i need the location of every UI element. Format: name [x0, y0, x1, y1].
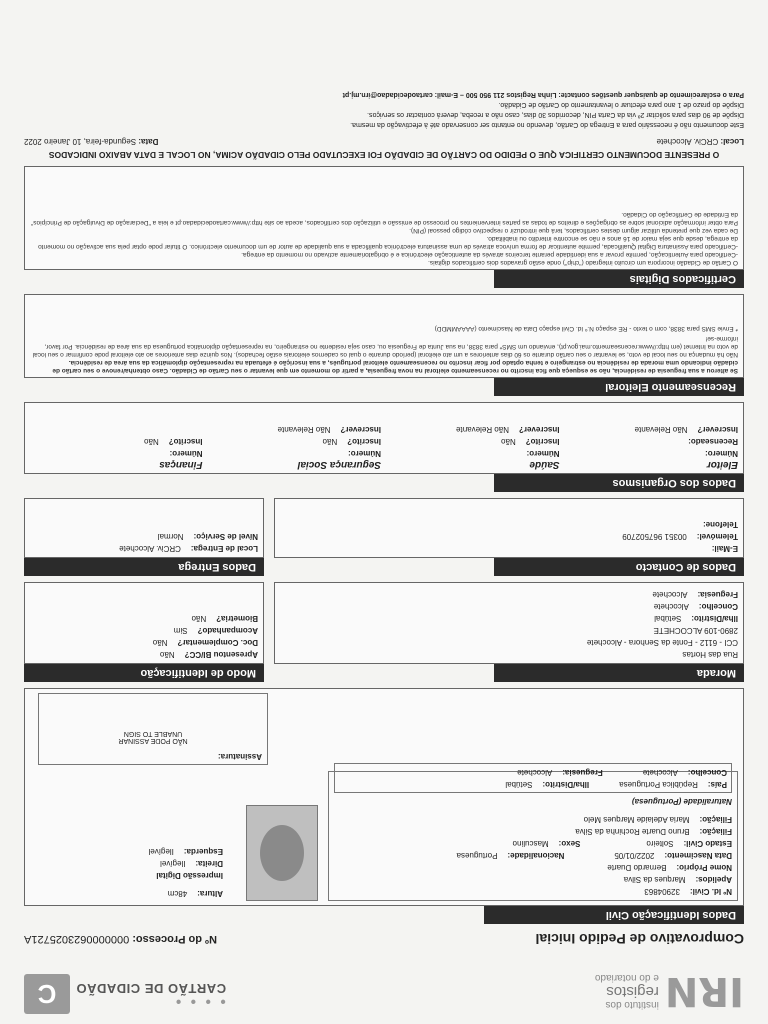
- naturalidade-ilha-value: Setúbal: [505, 780, 533, 789]
- id-civil-value: 32904863: [644, 887, 680, 896]
- direita-value: Ilegível: [160, 859, 186, 868]
- organismo-financas: Finanças Número: Inscrito? Não: [144, 437, 203, 470]
- irn-logo: [595, 968, 744, 1014]
- footer-note3: Dispõe do prazo de 1 ano para efectuar o levantamento do Cartão de Cidadão.: [498, 101, 744, 108]
- local-entrega-value: CRCiv. Alcochete: [119, 544, 181, 553]
- page-title: Comprovativo de Pedido Inicial: [535, 931, 744, 947]
- sexo-value: Masculino: [512, 839, 549, 848]
- recenseamento-text: Não há mudança no seu local de voto, se levantar o seu cartão durante os 60 dias anteriores a um ato eleitoral (período durante o qual os cadernos eleitorais estão fechados). Nos quinze dias anteriores ao ato eleitoral pode confirmar o seu local de voto na Internet (em http://www.recenseamento.mai.gov.pt), enviando um SMS* para 3838, na sua Junta de Freguesia ou, caso seja residente no estrangeiro, na representação diplomática portuguesa da sua área de residência. Por favor, informe-se!: [32, 335, 738, 358]
- organismos-box: [24, 402, 744, 474]
- acompanhado-value: Sim: [173, 626, 188, 635]
- certificados-box: [24, 166, 744, 270]
- nivel-servico-value: Normal: [157, 532, 184, 541]
- brand-name: CARTÃO DE CIDADÃO: [76, 981, 227, 996]
- cert-p3: -Certificado para Assinatura Digital Qualificada, permite autenticar de forma unívoca através de uma assinatura electrónica qualificada a sua qualidade de autor de um documento electrónico. O titular pode optar pela sua activação no momento da entrega, desde que seja maior de 16 anos e não se encontre interdito ou inabilitado.: [38, 235, 738, 250]
- unable-sign-text: UNABLE TO SIGN: [123, 730, 183, 737]
- footer-note4: Para o esclarecimento de quaisquer questões contacte: Linha Registos 211 950 500 – E-mail: cartaodecidadao@irn.mj.pt: [342, 91, 744, 98]
- section-entrega: Dados Entrega: [24, 558, 264, 576]
- cert-p2: -Certificado para Autenticação, permite provar a sua identidade perante terceiros através da autenticação electrónica e é obrigatoriamente activado no momento da entrega.: [241, 251, 738, 258]
- footer: O PRESENTE DOCUMENTO CERTIFICA QUE O PEDIDO DO CARTÃO DE CIDADÃO FOI EXECUTADO PELO CIDADÃO ACIMA, NO LOCAL E DATA ABAIXO INDICADOS Local: CRCiv. Alcochete Data: Segunda-feira, 10 Janeiro 2022 Este documento não é necessário para a Entrega do Cartão, devendo no entanto ser conservado até à efectivação da mesma. Dispõe de 90 dias para solicitar 2ª via da Carta PIN, decorridos 30 dias, caso não a receba, deverá contactar os serviços. Dispõe do prazo de 1 ano para efectuar o levantamento do Cartão de Cidadão. Para o esclarecimento de quaisquer questões contacte: Linha Registos 211 950 500 – E-mail: cartaodecidadao@irn.mj.pt: [24, 91, 744, 160]
- irn-line2: registos: [606, 983, 659, 1001]
- morada-rua: Rua das Hortas: [682, 650, 738, 659]
- naturalidade-freguesia-value: Alcochete: [517, 768, 553, 777]
- modo-box: Apresentou BI/CC? Não Doc. Complementar? Não Acompanhado? Sim Biometria? Não: [24, 582, 264, 664]
- certify-text: O PRESENTE DOCUMENTO CERTIFICA QUE O PEDIDO DO CARTÃO DE CIDADÃO FOI EXECUTADO PELO CIDADÃO ACIMA, NO LOCAL E DATA ABAIXO INDICADOS: [48, 150, 720, 160]
- section-modo-identificacao: Modo de Identificação: [24, 664, 264, 682]
- morada-concelho-value: Alcochete: [653, 602, 689, 611]
- morada-ilha-value: Setúbal: [654, 614, 682, 623]
- cert-p5: Para obter informação adicional sobre as obrigações e direitos de todas as partes intervenientes no processo de emissão e utilização dos certificados, aceda ao site http://www.cartaodecidadao.pt e leia a "Declaração de Divulgação de Princípios" da Entidade de Certificação do Cidadão.: [30, 211, 738, 226]
- section-morada: Morada: [494, 664, 744, 682]
- section-organismos: Dados dos Organismos: [494, 474, 744, 492]
- filiacao-mae: Maria Adelaide Marques Melo: [583, 815, 690, 824]
- naturalidade-title: Naturalidade (Portuguesa): [631, 797, 732, 806]
- local-value: CRCiv. Alcochete: [656, 137, 719, 146]
- section-contacto: Dados de Contacto: [494, 558, 744, 576]
- section-recenseamento: Recenseamento Eleitoral: [494, 378, 744, 396]
- entrega-box: Local de Entrega: CRCiv. Alcochete Nível de Serviço: Normal: [24, 498, 264, 558]
- cert-p4: De cada vez que pretenda utilizar algum destes certificados, terá que introduzir o respectivo código pessoal (PIN).: [409, 227, 738, 234]
- apelidos-value: Marques da Silva: [623, 875, 686, 884]
- pais-value: República Portuguesa: [619, 780, 698, 789]
- morada-freguesia-value: Alcochete: [652, 590, 688, 599]
- organismo-seguranca-social: Segurança Social Número: Inscrito? Não Inscrever? Não Relevante: [277, 425, 381, 470]
- citizen-photo: [246, 805, 318, 901]
- process-number: Nº do Processo: 0000000623025721A: [24, 933, 217, 945]
- altura-value: 48cm: [167, 889, 188, 898]
- esquerda-value: Ilegível: [148, 847, 174, 856]
- morada-cp: 2890-109 ALCOCHETE: [653, 626, 738, 635]
- recenseamento-sms-note: * Envie SMS para 3838, com o texto - RE espaço N.º Id. Civil espaço Data de Nascimento (AAAAMMDD): [434, 325, 738, 332]
- irn-line3: e do notariado: [594, 971, 659, 983]
- irn-logo-mark: IRN: [664, 968, 744, 1014]
- apresentou-value: Não: [159, 650, 175, 659]
- cartao-cidadao-logo: [24, 974, 226, 1014]
- organismo-saude: Saúde Número: Inscrito? Não Inscrever? Não Relevante: [456, 425, 560, 470]
- signature-box: Assinatura: NÃO PODE ASSINAR UNABLE TO SIGN: [38, 693, 268, 765]
- footer-note1: Este documento não é necessário para a Entrega do Cartão, devendo no entanto ser conservado até à efectivação da mesma.: [350, 121, 744, 128]
- naturalidade-concelho-value: Alcochete: [642, 768, 678, 777]
- section-certificados: Certificados Digitais: [494, 270, 744, 288]
- data-value: Segunda-feira, 10 Janeiro 2022: [24, 137, 137, 146]
- civil-id-box: Nº Id. Civil: 32904863 Apelidos: Marques da Silva Nome Próprio: Bernardo Duarte Data Nascimento: 2022/01/05 Nacionalidade: Portuguesa Estado Civil: Solteiro Sexo: Masculino Filiação: Bruno Duarte Rochinha da Silva Filiação: Maria Adelaide Marques Melo Naturalidade (Portuguesa) País: República Portuguesa Ilha/Distrito: Setúbal Concelho: Alcochete Freguesia: Alcochete Altura: 48cm Impressão Digital Direita: Ilegível Esquerda: Ilegível Assinatura: NÃO PODE ASSINAR UNABLE TO SIGN: [24, 688, 744, 906]
- recenseamento-box: [24, 294, 744, 378]
- header: [24, 952, 744, 1014]
- impressao-digital-title: Impressão Digital: [156, 871, 223, 880]
- cannot-sign-text: NÃO PODE ASSINAR: [118, 737, 188, 744]
- cert-p1: O Cartão de Cidadão incorpora um circuito integrado ("chip") onde estão gravados dois certificados digitais.: [428, 259, 738, 266]
- contacto-box: E-Mail: Telemóvel: 00351 967502709 Telefone:: [274, 498, 744, 558]
- doc-complementar-value: Não: [152, 638, 168, 647]
- filiacao-pai: Bruno Duarte Rochinha da Silva: [575, 827, 690, 836]
- morada-ccl: CCI - 6112 - Fonte da Senhora - Alcochete: [586, 638, 738, 647]
- cc-logo-icon: C: [24, 974, 70, 1014]
- estado-civil-value: Solteiro: [646, 839, 674, 848]
- biometria-value: Não: [191, 614, 207, 623]
- recenseamento-bold-text: Se alterou a sua freguesia de residência, não se esqueça que fica inscrito no recenseamento eleitoral na nova freguesia, a partir do momento em que levantar o seu Cartão de Cidadão. Caso obtenha/renove o seu cartão de cidadão indicando uma morada de residência no estrangeiro e tenha optado por ficar inscrito no recenseamento eleitoral português, a sua inscrição é efetuada na representação diplomática da sua área de residência.: [52, 359, 738, 374]
- nome-value: Bernardo Duarte: [607, 863, 667, 872]
- organismo-eleitor: Eleitor Número: Recenseado: Inscrever? Não Relevante: [634, 425, 738, 470]
- irn-line1: instituto dos: [605, 999, 659, 1011]
- data-nascimento-value: 2022/01/05: [614, 851, 655, 860]
- face-image: [260, 825, 304, 881]
- section-civil-id: Dados Identificação Civil: [484, 906, 744, 924]
- morada-box: Rua das Hortas CCI - 6112 - Fonte da Senhora - Alcochete 2890-109 ALCOCHETE Ilha/Distrito: Setúbal Concelho: Alcochete Freguesia: Alcochete: [274, 582, 744, 664]
- dots-icon: ● ● ● ●: [172, 996, 227, 1007]
- nacionalidade-value: Portuguesa: [456, 851, 498, 860]
- telemovel-value: 00351 967502709: [622, 532, 687, 541]
- footer-note2: Dispõe de 90 dias para solicitar 2ª via da Carta PIN, decorridos 30 dias, caso não a receba, deverá contactar os serviços.: [367, 111, 744, 118]
